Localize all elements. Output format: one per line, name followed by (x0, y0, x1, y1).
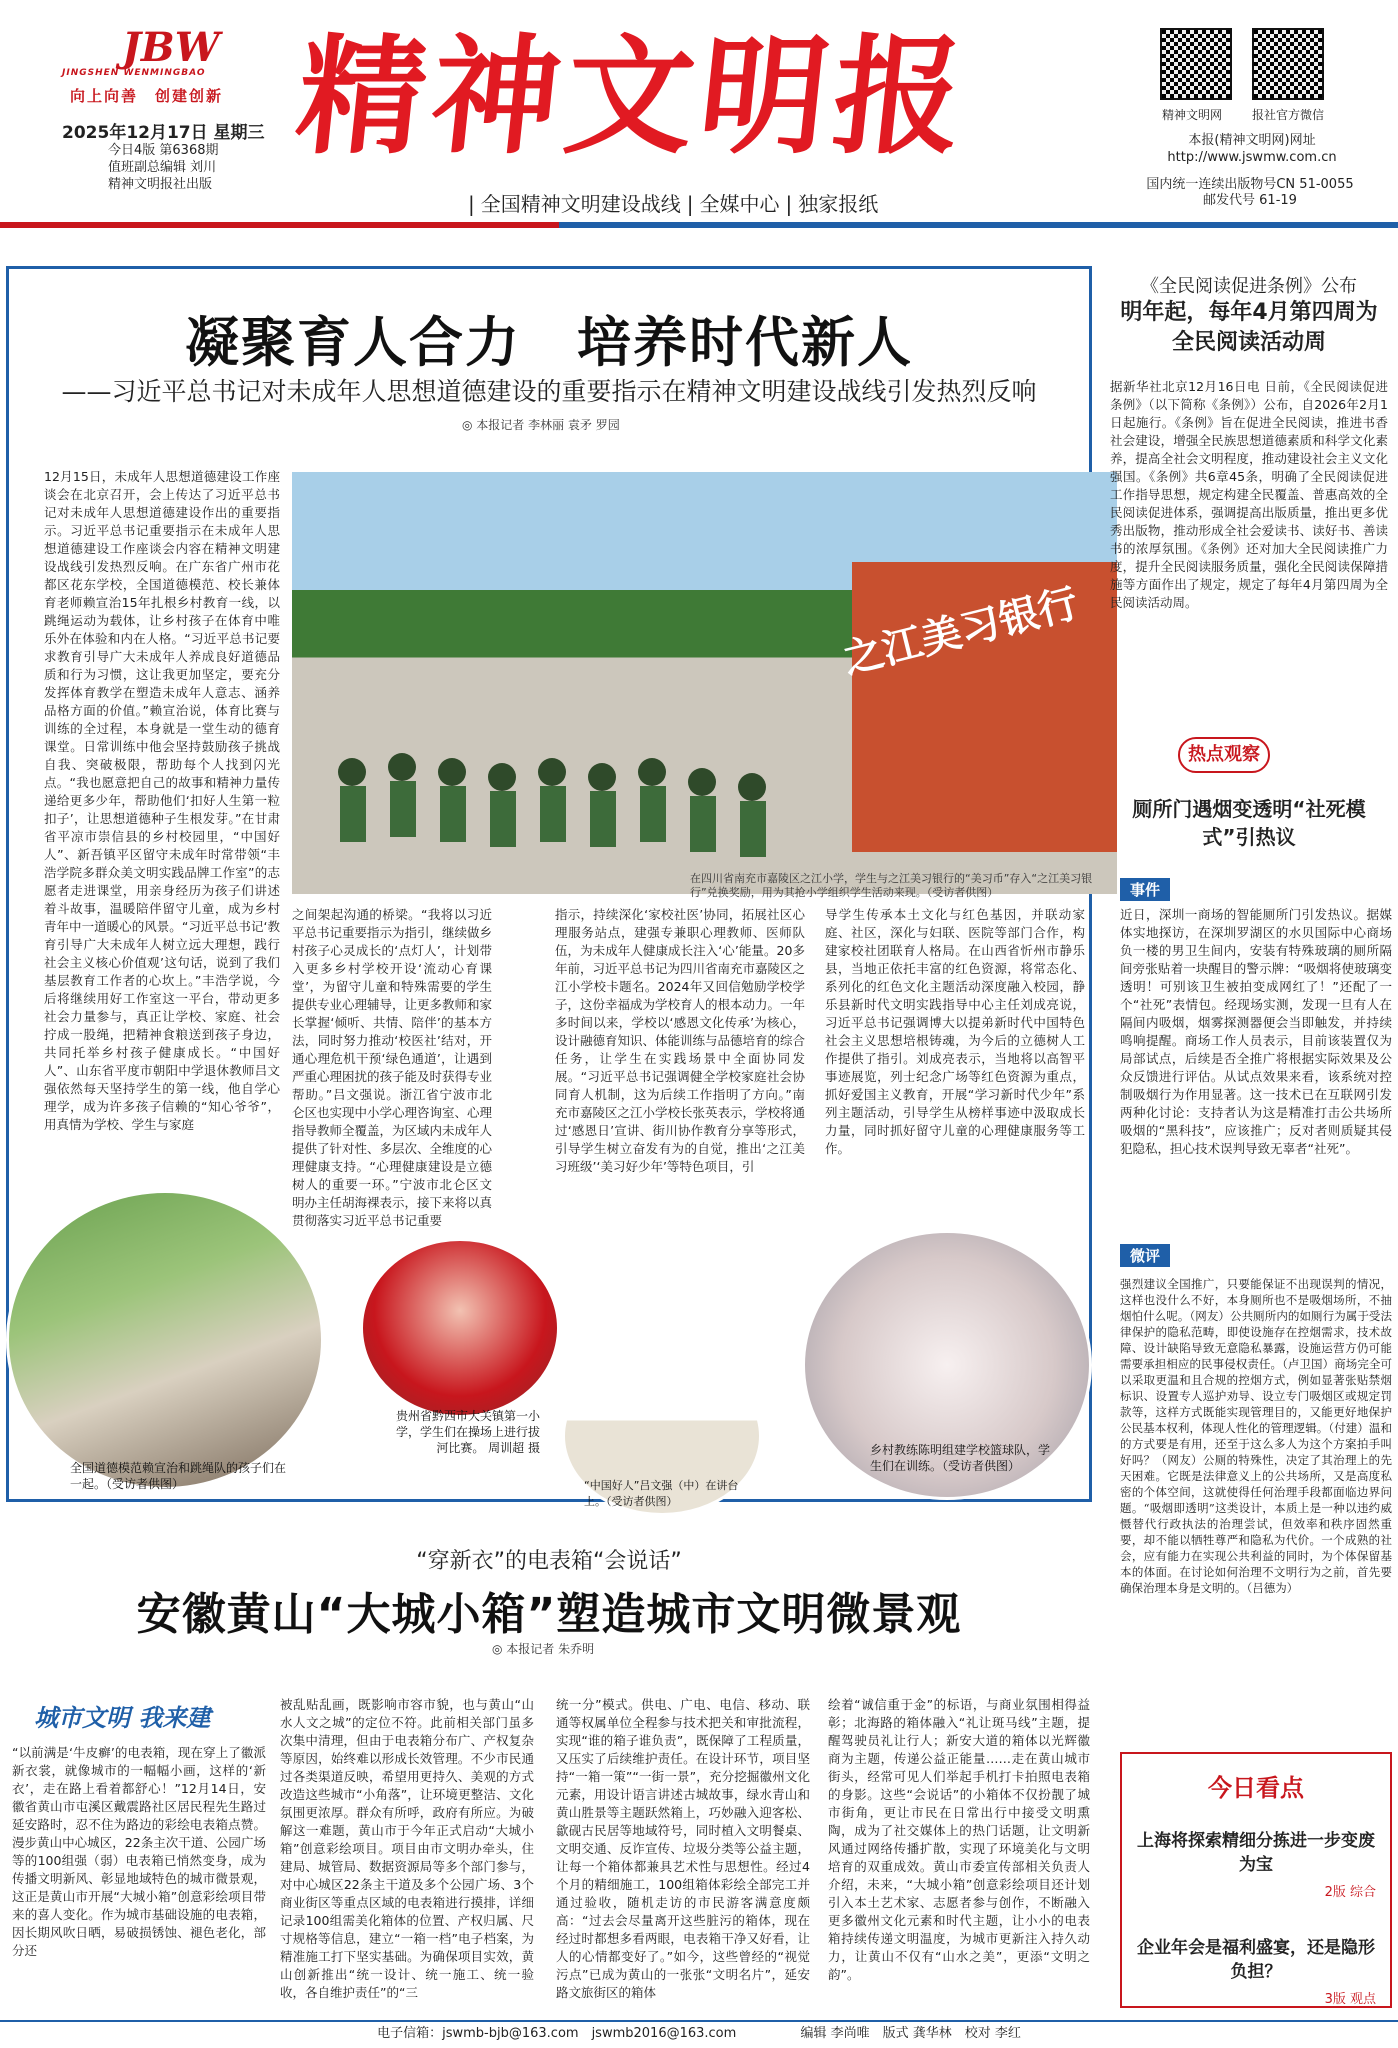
story2-column-4: 绘着“诚信重于金”的标语，与商业氛围相得益彰；北海路的箱体融入“礼让斑马线”主题，提醒驾驶员礼让行人；新安大道的箱体以光辉徽商为主题，传递公益正能量……走在黄山城市街头，经常可见人们举起手机打卡拍照电表箱的身影。这些“会说话”的小箱体不仅扮靓了城市街角，更让市民在日常出行中接受文明熏陶，成为了社交媒体上的热门话题，让文明新风通过网络传播扩散，实现了环境美化与文明培育的双重成效。黄山市委宣传部相关负责人介绍，未来，“大城小箱”创意彩绘项目还计划引入本土艺术家、志愿者参与创作，不断融入更多徽州文化元素和时代主题，让小小的电表箱持续传递文明温度，为城市更新注入持久动力，让黄山不仅有“山水之美”，更添“文明之韵”。 (828, 1697, 1090, 1982)
nav-item-media[interactable]: 全媒中心 (699, 192, 780, 216)
main-photo-caption: 在四川省南充市嘉陵区之江小学，学生与之江美习银行的“美习币”存入“之江美习银行”兑换奖励，用为其抢小学组织学生活动来现。（受访者供图） (690, 872, 1093, 899)
today-item-1[interactable]: 上海将探索精细分拣进一步变废为宝 (1137, 1831, 1375, 1875)
today-title: 今日看点 (1208, 1774, 1304, 1802)
postal-code: 邮发代号 61-19 (1203, 193, 1297, 208)
publication-codes (1140, 177, 1360, 209)
tug-of-war-photo (360, 1238, 560, 1418)
nav-item-exclusive[interactable]: 独家报纸 (798, 192, 879, 216)
masthead-divider (0, 222, 1398, 228)
lead-column-1: 12月15日，未成年人思想道德建设工作座谈会在北京召开，会上传达了习近平总书记对未成年人思想道德建设作出的重要指示。习近平总书记重要指示在未成年人思想道德建设工作座谈会内容在精神文明建设战线引发热烈反响。在广东省广州市花都区花东学校，全国道德模范、校长兼体育老师赖宣治15年扎根乡村教育一线，以跳绳运动为载体，让乡村孩子在体育中唯乐外在体验和内在人格。“习近平总书记要求教育引导广大未成年人养成良好道德品质和行为习惯，这让我更加坚定，要充分发挥体育教学在塑造未成年人意志、涵养品格方面的价值。”赖宣治说，体育比赛与训练的全过程，本身就是一堂生动的德育课堂。日常训练中他会坚持鼓励孩子挑战自我、突破极限，帮助每个人找到闪光点。“我也愿意把自己的故事和精神力量传递给更多少年，帮助他们‘扣好人生第一粒扣子’，让思想道德种子生根发芽。”在甘肃省平凉市崇信县的乡村校园里，“中国好人”、新吾镇平区留守未成年时常带领“丰浩学院多群众美文明实践品牌工作室”的志愿者走进课堂，用亲身经历为孩子们讲述着斗故事，温暖陪伴留守儿童，成为乡村青年中一道暖心的风景。“习近平总书记‘教育引导广大未成年人树立远大理想，践行社会主义核心价值观’这句话，说到了我们基层教育工作者的心坎上。”丰浩学说，今后将继续用好工作室这一平台，带动更多社会力量参与，真正让学校、家庭、社会拧成一股绳，把精神食粮送到孩子身边，共同托举乡村孩子健康成长。“中国好人”、山东省平度市朝阳中学退休教师吕文强依然每天坚持学生的第一线，他自学心理学，成为许多孩子信赖的“知心爷爷”，用真情为学校、学生与家庭 (44, 469, 280, 1132)
event-tag: 事件 (1120, 878, 1170, 901)
lead-headline: 凝聚育人合力 培养时代新人 (185, 311, 913, 374)
lead-byline: ◎ 本报记者 李林丽 袁矛 罗园 (462, 418, 620, 432)
tug-caption-text: 贵州省黔西市大关镇第一小学，学生们在操场上进行拔河比赛。 (395, 1409, 540, 1455)
newspaper-logo (62, 24, 232, 78)
issue-meta (108, 142, 219, 193)
comment-body: 强烈建议全国推广，只要能保证不出现误判的情况，这样也没什么不好，本身厕所也不是吸烟场所，不抽烟怕什么呢。（网友）公共厕所内的如厕行为属于受法律保护的隐私范畴，即使设施存在控烟需求，技术故障、设计缺陷导致无意隐私暴露，设施运营方仍可能需要承担相应的民事侵权责任。（卢卫国）商场完全可以采取更温和且合规的控烟方式，例如显著张贴禁烟标识、设置专人巡护劝导、设立专门吸烟区或规定罚款等，这样方式既能实现管理目的，又能更好地保护公民基本权利，体现人性化的管理逻辑。（付建）温和的方式要是有用，还至于这么多人为这个方案拍手叫好吗？（网友）公厕的特殊性，决定了其治理上的先天困难。它既是法律意义上的公共场所，又是高度私密的个体空间，这就使得任何治理手段都面临边界问题。“吸烟即透明”这类设计，本质上是一种以违约威慑替代行政执法的治理尝试，但效率和秩序固然重要，却不能以牺牲尊严和隐私为代价。一个成熟的社会，应有能力在实现公共利益的同时，为个体保留基本的体面。在讨论如何治理不文明行为之前，首先要确保治理本身是文明的。（吕德为） (1120, 1277, 1392, 1595)
skipping-team-photo (6, 1190, 324, 1490)
reading-kicker: 《全民阅读促进条例》公布 (1141, 276, 1357, 297)
today-item-1-ref[interactable]: 2版 综合 (1324, 1885, 1376, 1900)
story2-column-1: “以前满是‘牛皮癣’的电表箱，现在穿上了徽派新衣裳，就像城市的一幅幅小画，这样的‘新衣’，走在路上看着都舒心！”12月14日，安徽省黄山市屯溪区戴震路社区居民程先生路过延安路时，忍不住为路边的彩绘电表箱点赞。漫步黄山中心城区，22条主次干道、公园广场等的100组强（弱）电表箱已悄然变身，成为传播文明新风、彰显地域特色的城市微景观，这正是黄山市开展“大城小箱”创意彩绘项目带来的喜人变化。作为城市基础设施的电表箱，因长期风吹日晒，易破损锈蚀、褪色老化，部分还 (12, 1745, 266, 1958)
right-column (1110, 272, 1388, 678)
story2-headline: 安徽黄山“大城小箱”塑造城市文明微景观 (136, 1589, 962, 1640)
qr-label-website: 精神文明网 (1162, 108, 1223, 122)
cn-number: 国内统一连续出版物号CN 51-0055 (1146, 177, 1354, 192)
comment-tag-wrap (1120, 1244, 1170, 1267)
today-item-2[interactable]: 企业年会是福利盛宴，还是隐形负担？ (1137, 1938, 1375, 1982)
skipping-photo-caption: 全国道德模范赖宣治和跳绳队的孩子们在一起。（受访者供图） (70, 1461, 287, 1491)
footer-staff: 编辑 李尚唯 版式 龚华林 校对 李红 (800, 2026, 1021, 2041)
newspaper-title: 精神文明报 (290, 22, 976, 172)
lead-column-3: 指示，持续深化‘家校社医’协同，拓展社区心理服务站点，建强专兼职心理教师、医师队伍，为未成年人健康成长注入‘心’能量。20多年前，习近平总书记为四川省南充市嘉陵区之江小学校卡题名。2024年又回信勉励学校学子，这份幸福成为学校育人的根本动力。一年多时间以来，学校以‘感恩文化传承’为核心，设计融德育知识、体能训练与品德培育的综合任务，让学生在实践场景中全面协同发展。“习近平总书记强调健全学校家庭社会协同育人机制，这为后续工作指明了方向。”南充市嘉陵区之江小学校长张英表示，学校将通过‘感恩日’宣讲、街川协作教育分享等形式，引导学生树立奋发有为的自觉，推出‘之江美习班级’‘美习好少年’等特色项目，引 (555, 907, 806, 1174)
basketball-photo-caption: 乡村教练陈明组建学校篮球队，学生们在训练。（受访者供图） (870, 1443, 1051, 1473)
masthead-nav: | 全国精神文明建设战线 | 全媒中心 | 独家报纸 (468, 192, 879, 216)
story2-column-2: 被乱贴乱画，既影响市容市貌，也与黄山“山水人文之城”的定位不符。此前相关部门虽多次集中清理，但由于电表箱分布广、产权复杂等原因，始终难以形成长效管理。不少市民通过各类渠道反映，希望用更持久、美观的方式改造这些城市“小角落”，让环境更整洁、文化氛围更浓厚。群众有所呼，政府有所应。为破解这一难题，黄山市于今年正式启动“大城小箱”创意彩绘项目。项目由市文明办牵头，住建局、城管局、数据资源局等多个部门参与，对中心城区22条主干道及多个公园广场、3个商业街区等重点区域的电表箱进行摸排，详细记录100组需美化箱体的位置、产权归属、尺寸规格等信息，建立“一箱一档”电子档案，为精准施工打下坚实基础。为确保项目实效，黄山创新推出“统一设计、统一施工、统一验收，各自维护责任”的“三 (280, 1697, 534, 2000)
slogan: 向上向善 创建创新 (70, 87, 224, 105)
students-group-illustration (292, 472, 1117, 894)
today-item-2-ref[interactable]: 3版 观点 (1324, 1992, 1376, 2007)
lead-column-4: 导学生传承本土文化与红色基因，并联动家庭、社区，深化与妇联、医院等部门合作，构建家校社团联育人格局。在山西省忻州市静乐县，当地正依托丰富的红色资源，将常态化、系列化的红色文化主题活动深度融入校园，静乐县新时代文明实践指导中心主任刘成亮说，习近平总书记强调博大以提弟新时代中国特色社会主义思想培根铸魂，为今后的立德树人工作提供了指引。刘成亮表示，当地将以高智平事迹展览，列士纪念广场等红色资源为重点，抓好爱国主义教育，开展“学习新时代少年”系列主题活动，引导学生从榜样事迹中汲取成长力量，同时抓好留守儿童的心理健康服务等工作。 (825, 907, 1085, 1156)
issue-date: 2025年12月17日 星期三 (62, 123, 265, 143)
event-body: 近日，深圳一商场的智能厕所门引发热议。据媒体实地探访，在深圳罗湖区的水贝国际中心商场负一楼的男卫生间内，安装有特殊玻璃的厕所隔间旁张贴着一块醒目的警示牌：“吸烟将使玻璃变透明！可别该卫生被拍变成网红了！”还配了一个“社死”表情包。经现场实测，发现一旦有人在隔间内吸烟，烟雾探测器便会当即触发，并持续鸣响提醒。商场工作人员表示，目前该装置仅为局部试点，后续是否全推广将根据实际效果及公众反馈进行评估。从试点效果来看，该系统对控制吸烟行为作用显著。这一技术已在互联网引发两种化讨论：支持者认为这是精准打击公共场所吸烟的“黑科技”，应该推广；反对者则质疑其侵犯隐私，担心技术误判导致无辜者“社死”。 (1120, 907, 1392, 1156)
lead-main-photo (292, 472, 1117, 894)
toilet-headline: 厕所门遇烟变透明“社死模式”引热议 (1132, 797, 1366, 849)
today-highlights-box (1120, 1752, 1392, 2008)
qr-code-wechat[interactable] (1252, 28, 1324, 100)
tug-caption-credit: 周训超 摄 (488, 1441, 540, 1455)
lecture-photo-caption: “中国好人”吕文强（中）在讲台上。（受访者供图） (584, 1479, 739, 1508)
edition-number: 今日4版 第6368期 (108, 143, 219, 158)
event-tag-wrap (1120, 878, 1170, 901)
page-footer (0, 2020, 1398, 2048)
city-civility-tag: 城市文明 我来建 (34, 1704, 211, 1732)
comment-tag: 微评 (1120, 1244, 1170, 1267)
lead-subheadline: ——习近平总书记对未成年人思想道德建设的重要指示在精神文明建设战线引发热烈反响 (61, 377, 1037, 406)
story2-kicker: “穿新衣”的电表箱“会说话” (416, 1549, 682, 1574)
reading-headline: 明年起，每年4月第四周为全民阅读活动周 (1120, 300, 1378, 355)
hot-topic-badge: 热点观察 (1178, 737, 1270, 773)
story2-byline: ◎ 本报记者 朱乔明 (492, 1642, 595, 1656)
qr-code-website[interactable] (1160, 28, 1232, 100)
footer-email: 电子信箱：jswmb-bjb@163.com jswmb2016@163.com (377, 2026, 737, 2041)
duty-editor: 值班副总编辑 刘川 (108, 160, 217, 175)
publisher: 精神文明报社出版 (108, 177, 213, 192)
lead-column-2: 之间架起沟通的桥梁。“我将以习近平总书记重要指示为指引，继续做乡村孩子心灵成长的‘点灯人’，计划带入更多乡村学校开设‘流动心育课堂’，为留守儿童和特殊需要的学生提供专业心理辅导，让更多教师和家长掌握‘倾听、共情、陪伴’的基本方法，同时努力推动‘校医社’结对，开通心理危机干预‘绿色通道’，让遇到严重心理困扰的孩子能及时获得专业帮助。”吕文强说。浙江省宁波市北仑区也实现中小学心理咨询室、心理指导教师全覆盖，为区域内未成年人提供了针对性、多层次、全维度的心理健康支持。“心理健康建设是立德树人的重要一环。”宁波市北仑区文明办主任胡海裸表示，接下来将以真贯彻落实习近平总书记重要 (292, 907, 493, 1228)
bank-sign: 之江美习银行 (838, 580, 1083, 684)
site-info (1152, 132, 1352, 166)
site-label: 本报(精神文明网)网址 (1188, 133, 1316, 148)
nav-item-front[interactable]: 全国精神文明建设战线 (480, 192, 681, 216)
logo-pinyin: JINGSHEN WENMINGBAO (62, 68, 206, 78)
story2-column-3: 统一分”模式。供电、广电、电信、移动、联通等权属单位全程参与技术把关和审批流程，实现“谁的箱子谁负责”，既保障了工程质量，又压实了后续维护责任。在设计环节，项目坚持“一箱一策”“一街一景”，充分挖掘徽州文化元素，用设计语言讲述古城故事，绿水青山和黄山胜景等主题跃然箱上，巧妙融入迎客松、歙砚古民居等地域符号，同时植入文明餐桌、文明交通、反诈宣传、垃圾分类等公益主题，让每一个箱体都兼具艺术性与思想性。经过4个月的精细施工，100组箱体彩绘全部完工并通过验收，随机走访的市民游客满意度颇高：“过去会尽量离开这些脏污的箱体，现在经过时都想多看两眼，电表箱干净又好看，让人的心情都变好了。”如今，这些曾经的“视觉污点”已成为黄山的一张张“文明名片”，延安路文旅街区的箱体 (556, 1697, 810, 2000)
tug-photo-caption (390, 1408, 540, 1456)
qr-label-wechat: 报社官方微信 (1252, 108, 1325, 122)
logo-mark: JBW (122, 24, 220, 71)
reading-body: 据新华社北京12月16日电 日前，《全民阅读促进条例》（以下简称《条例》）公布，自2026年2月1日起施行。《条例》旨在促进全民阅读，推进书香社会建设，增强全民族思想道德素质和科学文化素养，提高全社会文明程度，推动建设社会主义文化强国。《条例》共6章45条，明确了全民阅读促进工作指导思想，规定构建全民覆盖、普惠高效的全民阅读促进体系，强调提高出版质量，推出更多优秀出版物，推动形成全社会爱读书、读好书、善读书的浓厚氛围。《条例》还对加大全民阅读推广力度，提升全民阅读服务质量，强化全民阅读保障措施等方面作出了规定，规定了每年4月第四周为全民阅读活动周。 (1110, 379, 1388, 610)
site-url[interactable]: http://www.jswmw.com.cn (1167, 150, 1337, 165)
